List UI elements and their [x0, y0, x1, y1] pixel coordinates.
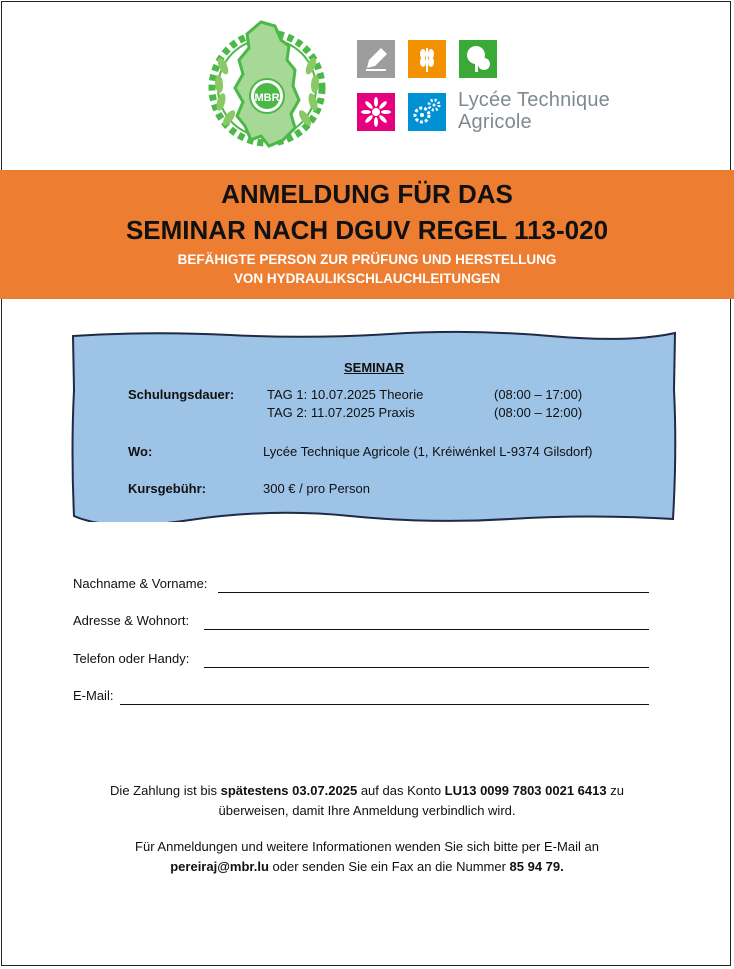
day2-time: (08:00 – 12:00) [494, 405, 583, 420]
payment-note [60, 781, 674, 821]
mbr-logo-text: MBR [254, 92, 280, 104]
location-label: Wo: [128, 444, 153, 459]
banner-title-line1: ANMELDUNG FÜR DAS [221, 179, 513, 209]
contact-note [60, 837, 674, 877]
email-field-line[interactable] [120, 704, 649, 705]
address-field[interactable] [73, 613, 649, 631]
email-field-label: E-Mail: [73, 688, 114, 703]
ltam-name [458, 89, 610, 133]
location-value: Lycée Technique Agricole (1, Kréiwénkel L-9374 Gilsdorf) [263, 444, 593, 459]
pen-tile-icon [357, 40, 395, 78]
banner-subtitle-line2: VON HYDRAULIKSCHLAUCHLEITUNGEN [233, 271, 501, 286]
day2-label: TAG 2: 11.07.2025 Praxis [267, 405, 415, 420]
banner-title-line2: SEMINAR NACH DGUV REGEL 113-020 [125, 215, 609, 245]
info-mid: oder senden Sie ein Fax an die Nummer [268, 859, 510, 874]
contact-email[interactable]: pereiraj@mbr.lu [170, 859, 269, 874]
fee-value: 300 € / pro Person [263, 481, 370, 496]
info-line1: Für Anmeldungen und weitere Informationen wenden Sie sich bitte per E-Mail an [135, 839, 599, 854]
tree-tile-icon [459, 40, 497, 78]
gears-tile-icon [408, 93, 446, 131]
wheat-tile-icon [408, 40, 446, 78]
fee-label: Kursgebühr: [128, 481, 206, 496]
payment-pre: Die Zahlung ist bis [110, 783, 221, 798]
ltam-name-line1: Lycée Technique [458, 89, 611, 111]
title-banner [0, 170, 734, 299]
address-field-label: Adresse & Wohnort: [73, 613, 190, 628]
ltam-name-line2: Agricole [458, 111, 532, 133]
day1-time: (08:00 – 17:00) [494, 387, 583, 402]
payment-line1 [60, 781, 674, 801]
address-field-line[interactable] [204, 629, 649, 630]
flower-tile-icon [357, 93, 395, 131]
payment-post: zu [606, 783, 624, 798]
phone-field-label: Telefon oder Handy: [73, 651, 190, 666]
email-field[interactable] [73, 688, 649, 706]
info-line2 [60, 857, 674, 877]
payment-deadline: spätestens 03.07.2025 [220, 783, 358, 798]
duration-label: Schulungsdauer: [128, 387, 235, 402]
payment-line2: überweisen, damit Ihre Anmeldung verbindlich wird. [218, 803, 516, 818]
phone-field-line[interactable] [204, 667, 649, 668]
payment-mid: auf das Konto [357, 783, 445, 798]
name-field-label: Nachname & Vorname: [73, 576, 208, 591]
fax-number: 85 94 79. [509, 859, 564, 874]
payment-iban: LU13 0099 7803 0021 6413 [444, 783, 607, 798]
day1-label: TAG 1: 10.07.2025 Theorie [267, 387, 424, 402]
phone-field[interactable] [73, 651, 649, 669]
banner-subtitle-line1: BEFÄHIGTE PERSON ZUR PRÜFUNG UND HERSTELLUNG [177, 252, 557, 267]
seminar-heading: SEMINAR [344, 360, 404, 375]
name-field-line[interactable] [218, 592, 649, 593]
name-field[interactable] [73, 576, 649, 594]
mbr-logo [203, 16, 331, 156]
seminar-info-box [70, 330, 678, 522]
